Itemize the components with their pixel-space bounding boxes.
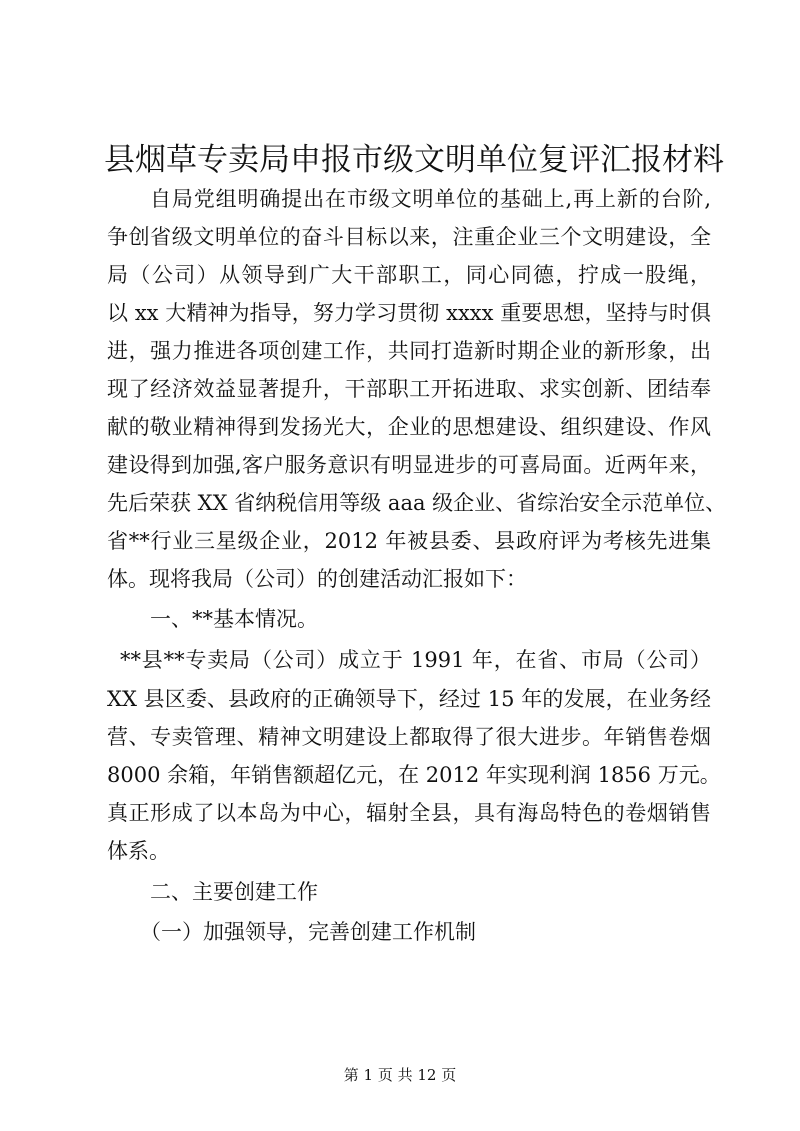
paragraph-line: 争创省级文明单位的奋斗目标以来，注重企业三个文明建设，全 (107, 225, 711, 249)
paragraph-line: 自局党组明确提出在市级文明单位的基础上,再上新的台阶, (150, 187, 711, 211)
paragraph-line: 局（公司）从领导到广大干部职工，同心同德，拧成一股绳， (107, 263, 711, 287)
page-footer: 第 1 页 共 12 页 (343, 1066, 457, 1084)
paragraph-line: 献的敬业精神得到发扬光大，企业的思想建设、组织建设、作风 (107, 415, 711, 439)
paragraph-line: 现了经济效益显著提升，干部职工开拓进取、求实创新、团结奉 (107, 377, 711, 401)
paragraph-line: **县**专卖局（公司）成立于 1991 年，在省、市局（公司） (120, 648, 711, 672)
paragraph-line: 真正形成了以本岛为中心，辐射全县，具有海岛特色的卷烟销售 (107, 801, 711, 825)
paragraph-line: 先后荣获 XX 省纳税信用等级 aaa 级企业、省综治安全示范单位、 (107, 491, 727, 515)
paragraph-line: 体。现将我局（公司）的创建活动汇报如下： (107, 567, 527, 591)
paragraph-line: 营、专卖管理、精神文明建设上都取得了很大进步。年销售卷烟 (107, 725, 711, 749)
paragraph-line: XX 县区委、县政府的正确领导下，经过 15 年的发展，在业务经 (107, 687, 711, 711)
paragraph-line: 省**行业三星级企业，2012 年被县委、县政府评为考核先进集 (107, 529, 711, 553)
document-title: 县烟草专卖局申报市级文明单位复评汇报材料 (104, 142, 724, 178)
subsection-heading: （一）加强领导，完善创建工作机制 (140, 920, 476, 944)
section-heading: 二、主要创建工作 (150, 880, 318, 904)
paragraph-line: 进，强力推进各项创建工作，共同打造新时期企业的新形象，出 (107, 339, 711, 363)
paragraph-line: 以 xx 大精神为指导，努力学习贯彻 xxxx 重要思想，坚持与时俱 (107, 301, 711, 325)
paragraph-line: 建设得到加强,客户服务意识有明显进步的可喜局面。近两年来， (107, 453, 711, 477)
section-heading: 一、**基本情况。 (150, 607, 318, 631)
paragraph-line: 体系。 (107, 839, 170, 863)
paragraph-line: 8000 余箱，年销售额超亿元，在 2012 年实现利润 1856 万元。 (107, 763, 721, 787)
